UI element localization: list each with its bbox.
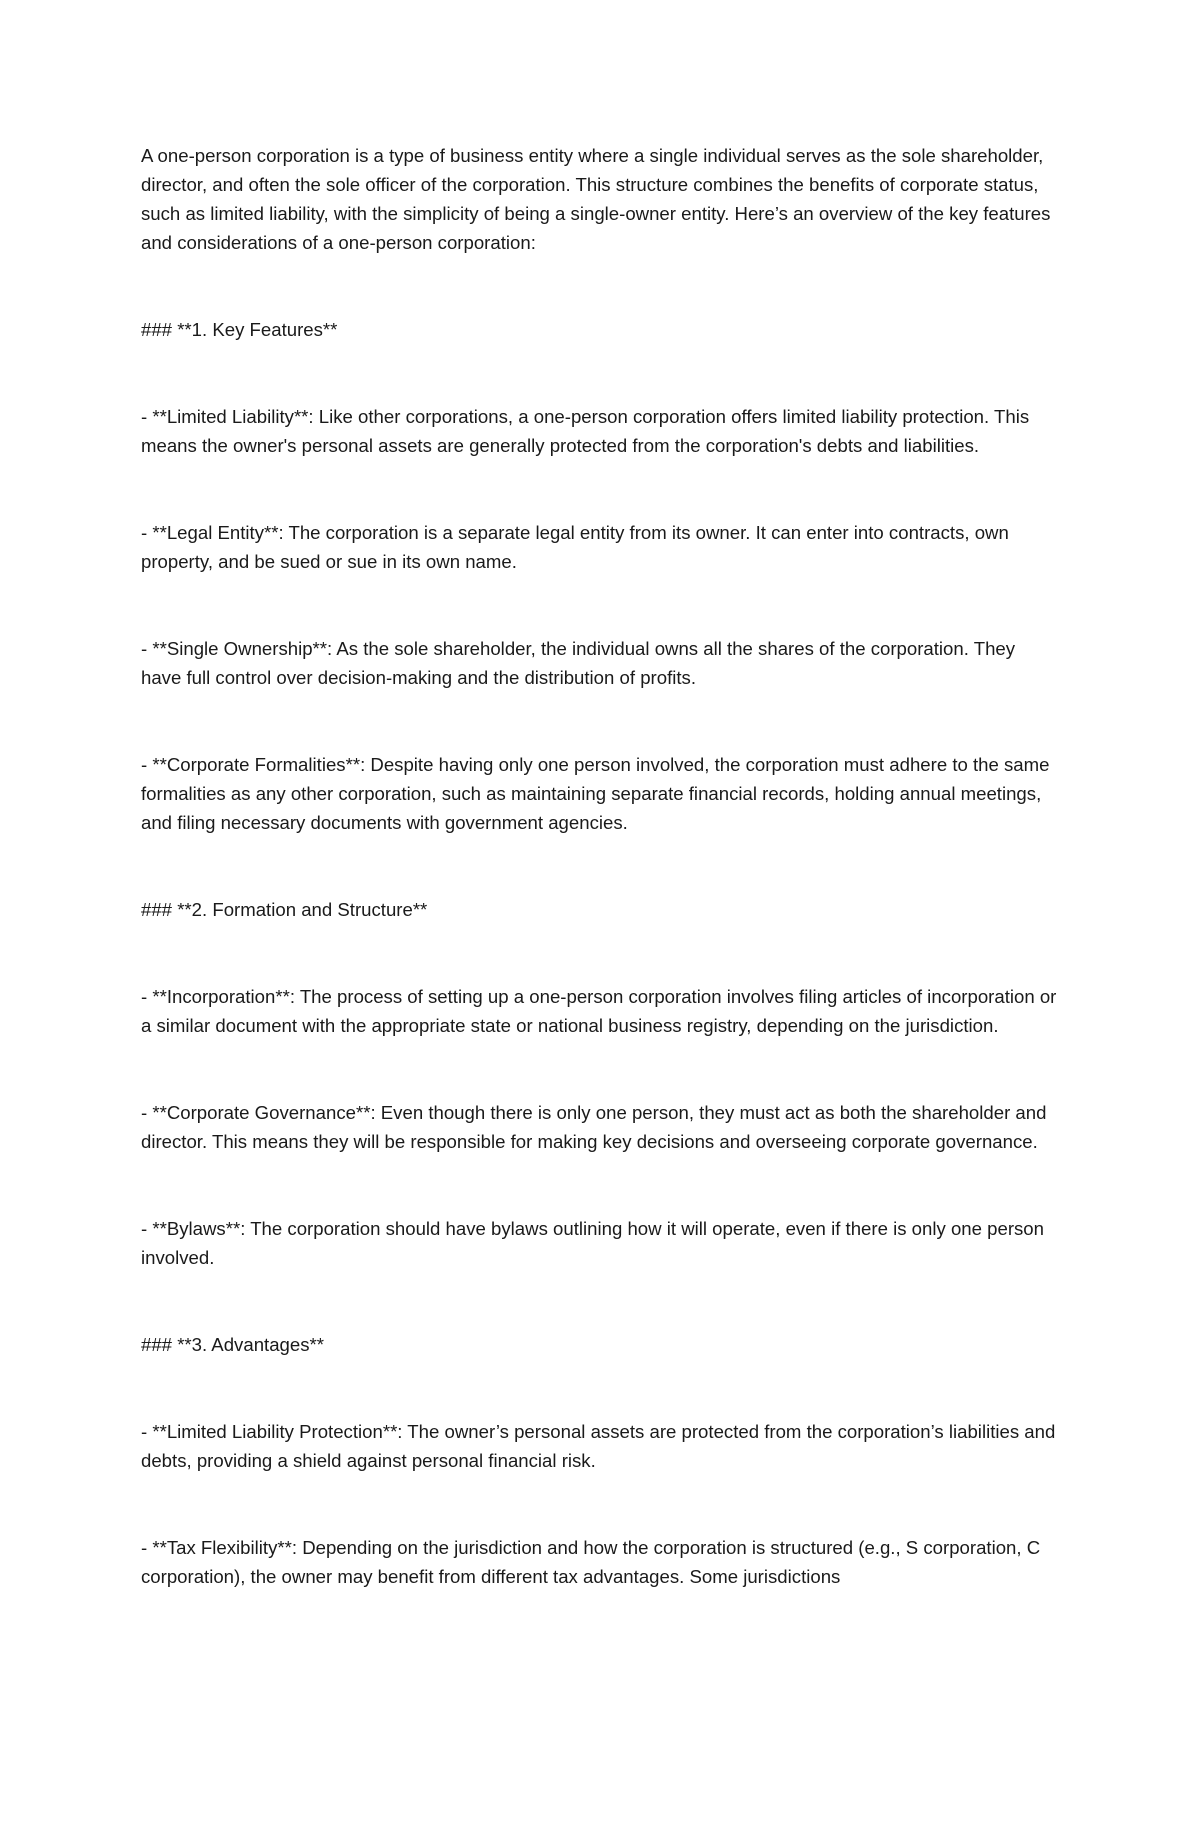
list-item-limited-liability: - **Limited Liability**: Like other corporations, a one-person corporation offers limited liability protection. This means the owner's personal assets are generally protected from the corporation's debts and liabilities. [141,406,1030,456]
section-heading-formation-structure: ### **2. Formation and Structure** [141,899,428,920]
list-item-tax-flexibility: - **Tax Flexibility**: Depending on the jurisdiction and how the corporation is structured (e.g., S corporation, C corporation), the owner may benefit from different tax advantages. Some jurisdictions [141,1537,1041,1587]
list-item-single-ownership: - **Single Ownership**: As the sole shareholder, the individual owns all the shares of the corporation. They have full control over decision-making and the distribution of profits. [141,638,1016,688]
list-item-legal-entity: - **Legal Entity**: The corporation is a separate legal entity from its owner. It can enter into contracts, own property, and be sued or sue in its own name. [141,522,1009,572]
list-item-limited-liability-protection: - **Limited Liability Protection**: The owner’s personal assets are protected from the corporation’s liabilities and debts, providing a shield against personal financial risk. [141,1421,1056,1471]
document-body [141,141,1059,1649]
list-item-incorporation: - **Incorporation**: The process of setting up a one-person corporation involves filing articles of incorporation or a similar document with the appropriate state or national business registry, depending on the jurisdiction. [141,986,1057,1036]
section-heading-advantages: ### **3. Advantages** [141,1334,324,1355]
list-item-bylaws: - **Bylaws**: The corporation should have bylaws outlining how it will operate, even if there is only one person involved. [141,1218,1044,1268]
intro-paragraph: A one-person corporation is a type of business entity where a single individual serves as the sole shareholder, director, and often the sole officer of the corporation. This structure combines the benefits of corporate status, such as limited liability, with the simplicity of being a single-owner entity. Here’s an overview of the key features and considerations of a one-person corporation: [141,145,1051,253]
list-item-corporate-governance: - **Corporate Governance**: Even though there is only one person, they must act as both the shareholder and director. This means they will be responsible for making key decisions and overseeing corporate governance. [141,1102,1047,1152]
section-heading-key-features: ### **1. Key Features** [141,319,338,340]
list-item-corporate-formalities: - **Corporate Formalities**: Despite having only one person involved, the corporation must adhere to the same formalities as any other corporation, such as maintaining separate financial records, holding annual meetings, and filing necessary documents with government agencies. [141,754,1050,833]
